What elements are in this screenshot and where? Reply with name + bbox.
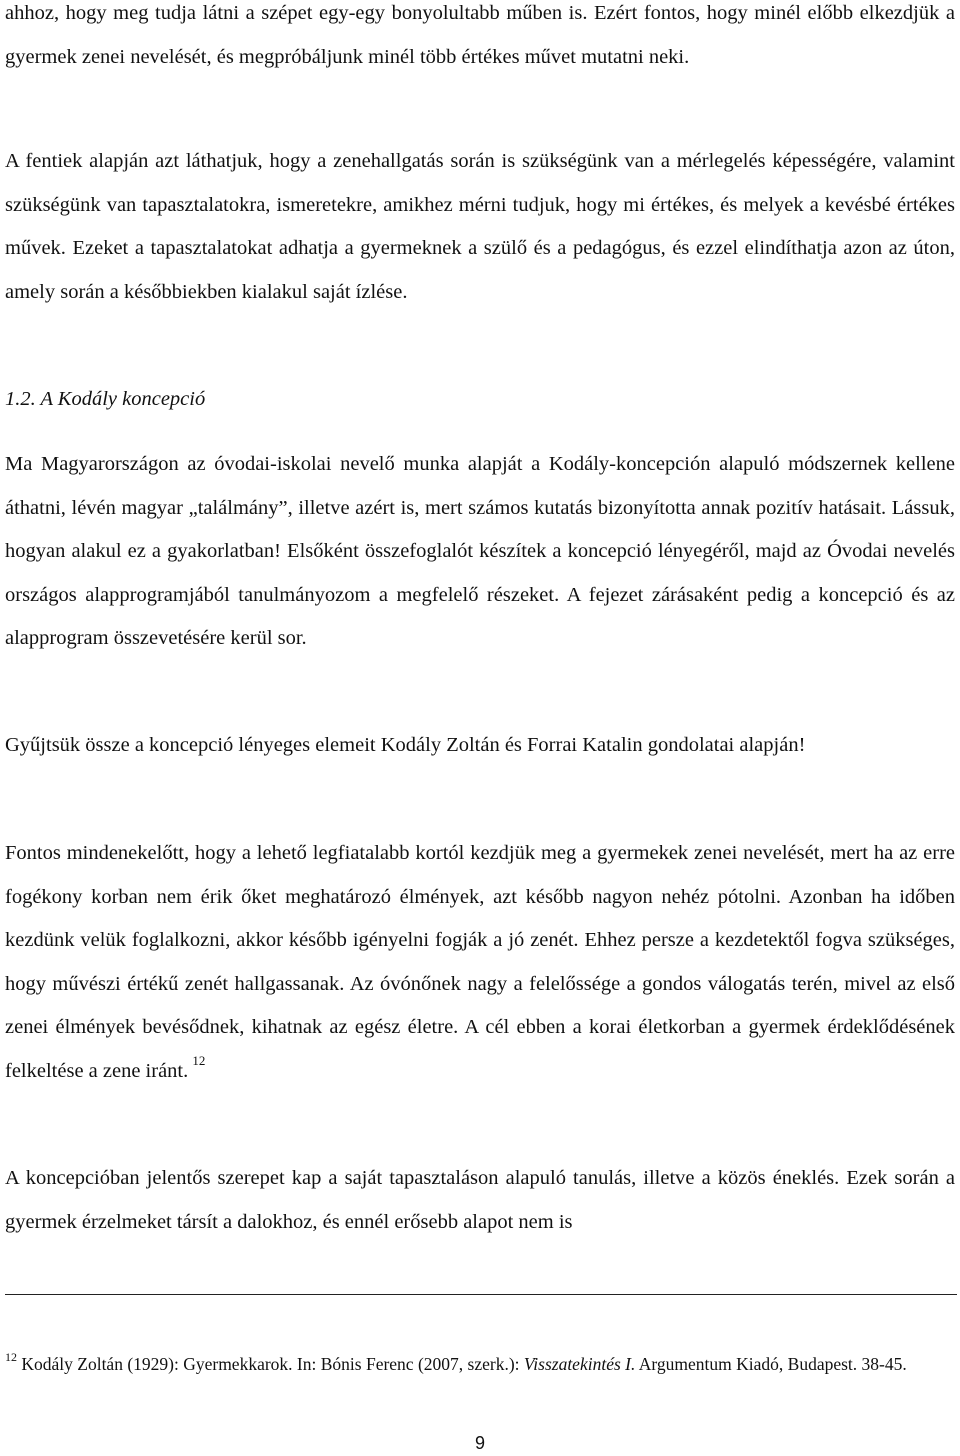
paragraph-3: Ma Magyarországon az óvodai-iskolai nevelő munka alapját a Kodály-koncepción alapuló módszernek kellene áthatni, lévén magyar „találmány”, illetve azért is, mert számos kutatás bizonyította annak pozitív hatásait. Lássuk, hogyan alakul ez a gyakorlatban! Elsőként összefoglalót készítek a koncepció lényegéről, majd az Óvodai nevelés országos alapprogramjából tanulmányozom a megfelelő részeket. A fejezet zárásaként pedig a koncepció és az alapprogram összevetésére kerül sor.: [5, 453, 955, 649]
footnote-text-after: Argumentum Kiadó, Budapest. 38-45.: [635, 1354, 907, 1374]
page-number: 9: [474, 1433, 485, 1453]
footnote-number: 12: [5, 1350, 17, 1365]
section-heading: 1.2. A Kodály koncepció: [5, 388, 206, 410]
paragraph-5: [5, 832, 955, 1093]
paragraph-1: ahhoz, hogy meg tudja látni a szépet egy-egy bonyolultabb műben is. Ezért fontos, hogy minél előbb elkezdjük a gyermek zenei nevelését, és megpróbáljunk minél több értékes művet mutatni neki.: [5, 2, 955, 68]
paragraph-6: A koncepcióban jelentős szerepet kap a saját tapasztaláson alapuló tanulás, illetve a közös éneklés. Ezek során a gyermek érzelmeket társít a dalokhoz, és ennél erősebb alapot nem is: [5, 1167, 955, 1233]
footnote-separator: [5, 1294, 957, 1295]
footnote-text-before: Kodály Zoltán (1929): Gyermekkarok. In: Bónis Ferenc (2007, szerk.):: [17, 1354, 524, 1374]
paragraph-5-text: Fontos mindenekelőtt, hogy a lehető legfiatalabb kortól kezdjük meg a gyermekek zenei nevelését, mert ha az erre fogékony korban nem érik őket meghatározó élmények, azt később nagyon nehéz pótolni. Azonban ha időben kezdünk velük foglalkozni, akkor később igényelni fogják a jó zenét. Ehhez persze a kezdetektől fogva szükséges, hogy művészi értékű zenét hallgassanak. Az óvónőnek nagy a felelőssége a gondos válogatás terén, mivel az első zenei élmények bevésődnek, kihatnak az egész életre. A cél ebben a korai életkorban a gyermek érdeklődésének felkeltése a zene iránt.: [5, 842, 955, 1082]
footnote: [5, 1351, 955, 1378]
footnote-reference[interactable]: 12: [192, 1052, 206, 1068]
paragraph-2: A fentiek alapján azt láthatjuk, hogy a zenehallgatás során is szükségünk van a mérlegelés képességére, valamint szükségünk van tapasztalatokra, ismeretekre, amikhez mérni tudjuk, hogy mi értékes, és melyek a kevésbé értékes művek. Ezeket a tapasztalatokat adhatja a gyermeknek a szülő és a pedagógus, és ezzel elindíthatja azon az úton, amely során a későbbiekben kialakul saját ízlése.: [5, 150, 955, 303]
paragraph-4: Gyűjtsük össze a koncepció lényeges elemeit Kodály Zoltán és Forrai Katalin gondolatai alapján!: [5, 734, 806, 756]
footnote-book-title: Visszatekintés I.: [523, 1354, 636, 1374]
